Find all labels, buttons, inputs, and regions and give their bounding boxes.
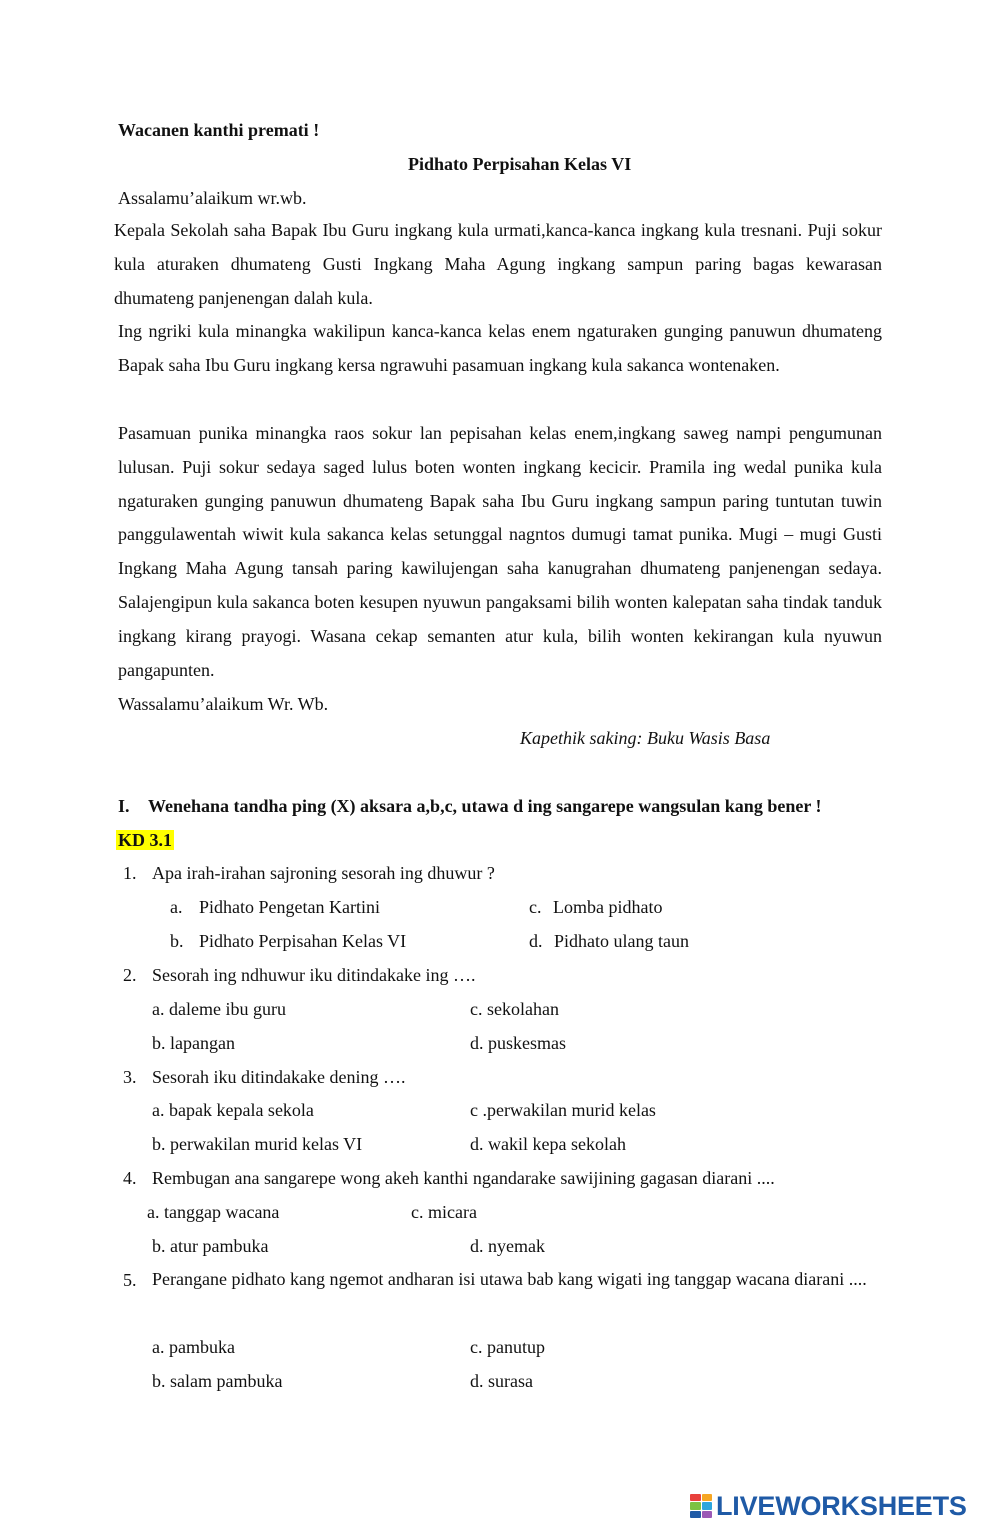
q4-option-a[interactable]: a. tanggap wacana (147, 1202, 280, 1222)
q1-option-d-text[interactable]: Pidhato ulang taun (554, 931, 689, 951)
q2-option-c[interactable]: c. sekolahan (470, 999, 559, 1019)
q1-option-d-letter[interactable]: d. (529, 931, 543, 951)
paragraph-2: Ing ngriki kula minangka wakilipun kanca-kanca kelas enem ngaturaken gunging panuwun dhumateng Bapak saha Ibu Guru ingkang kersa ngrawuhi pasamuan ingkang kula sakanca wontenaken. (118, 321, 882, 375)
paragraph-3: Pasamuan punika minangka raos sokur lan pepisahan kelas enem,ingkang saweg nampi pengumunan lulusan. Puji sokur sedaya saged lulus boten wonten ingkang kecicir. Pramila ing wedal punika kula ngaturaken gunging panuwun dhumateng Bapak saha Ibu Guru ingkang sampun paring tuntutan tuwin panggulawentah wiwit kula sakanca kelas setunggal nagntos dumugi tamat punika. Mugi – mugi Gusti Ingkang Maha Agung tansah paring kawilujengan saha kanugrahan dhumateng panjenengan sedaya. Salajengipun kula sakanca boten kesupen nyuwun pangaksami bilih wonten kalepatan saha tindak tanduk ingkang kirang prayogi. Wasana cekap semanten atur kula, bilih wonten kekirangan kula nyuwun pangapunten. (118, 423, 882, 680)
question-text-5: Perangane pidhato kang ngemot andharan isi utawa bab kang wigati ing tanggap wacana diarani .... (152, 1269, 867, 1289)
question-text-1: Apa irah-irahan sajroning sesorah ing dhuwur ? (152, 863, 495, 883)
q2-option-a[interactable]: a. daleme ibu guru (152, 999, 286, 1019)
source-citation: Kapethik saking: Buku Wasis Basa (520, 728, 771, 748)
liveworksheets-logo-text: LIVEWORKSHEETS (716, 1490, 967, 1521)
question-text-4: Rembugan ana sangarepe wong akeh kanthi ngandarake sawijining gagasan diarani .... (152, 1168, 775, 1188)
kd-label: KD 3.1 (118, 830, 172, 850)
q1-option-b-letter[interactable]: b. (170, 931, 184, 951)
q4-option-d[interactable]: d. nyemak (470, 1236, 545, 1256)
q2-option-b[interactable]: b. lapangan (152, 1033, 235, 1053)
closing-greeting: Wassalamu’alaikum Wr. Wb. (118, 694, 329, 714)
liveworksheets-logo (690, 1488, 967, 1524)
question-number-5: 5. (123, 1270, 137, 1290)
q5-option-b[interactable]: b. salam pambuka (152, 1371, 283, 1391)
q4-option-b[interactable]: b. atur pambuka (152, 1236, 269, 1256)
q3-option-a[interactable]: a. bapak kepala sekola (152, 1100, 314, 1120)
question-text-2: Sesorah ing ndhuwur iku ditindakake ing …. (152, 965, 476, 985)
q2-option-d[interactable]: d. puskesmas (470, 1033, 566, 1053)
q1-option-a-text[interactable]: Pidhato Pengetan Kartini (199, 897, 380, 917)
liveworksheets-logo-icon (690, 1494, 712, 1518)
paragraph-1: Kepala Sekolah saha Bapak Ibu Guru ingkang kula urmati,kanca-kanca ingkang kula tresnani. Puji sokur kula aturaken dhumateng Gusti Ingkang Maha Agung ingkang sampun paring bagas kewarasan dhumateng panjenengan dalah kula. (114, 220, 882, 308)
section-instruction: Wenehana tandha ping (X) aksara a,b,c, utawa d ing sangarepe wangsulan kang bener ! (148, 796, 822, 816)
q3-option-c[interactable]: c .perwakilan murid kelas (470, 1100, 656, 1120)
q4-option-c[interactable]: c. micara (411, 1202, 477, 1222)
kd-badge (116, 828, 174, 852)
q5-option-d[interactable]: d. surasa (470, 1371, 533, 1391)
section-number: I. (118, 796, 130, 816)
question-number-4: 4. (123, 1168, 137, 1188)
q1-option-a-letter[interactable]: a. (170, 897, 183, 917)
q5-option-c[interactable]: c. panutup (470, 1337, 545, 1357)
q3-option-d[interactable]: d. wakil kepa sekolah (470, 1134, 626, 1154)
q1-option-c-letter[interactable]: c. (529, 897, 542, 917)
question-text-3: Sesorah iku ditindakake dening …. (152, 1067, 406, 1087)
q1-option-c-text[interactable]: Lomba pidhato (553, 897, 663, 917)
question-number-1: 1. (123, 863, 137, 883)
speech-title: Pidhato Perpisahan Kelas VI (408, 154, 632, 174)
greeting: Assalamu’alaikum wr.wb. (118, 188, 307, 208)
instruction-heading: Wacanen kanthi premati ! (118, 120, 320, 140)
question-number-3: 3. (123, 1067, 137, 1087)
q3-option-b[interactable]: b. perwakilan murid kelas VI (152, 1134, 363, 1154)
q5-option-a[interactable]: a. pambuka (152, 1337, 235, 1357)
q1-option-b-text[interactable]: Pidhato Perpisahan Kelas VI (199, 931, 407, 951)
question-number-2: 2. (123, 965, 137, 985)
